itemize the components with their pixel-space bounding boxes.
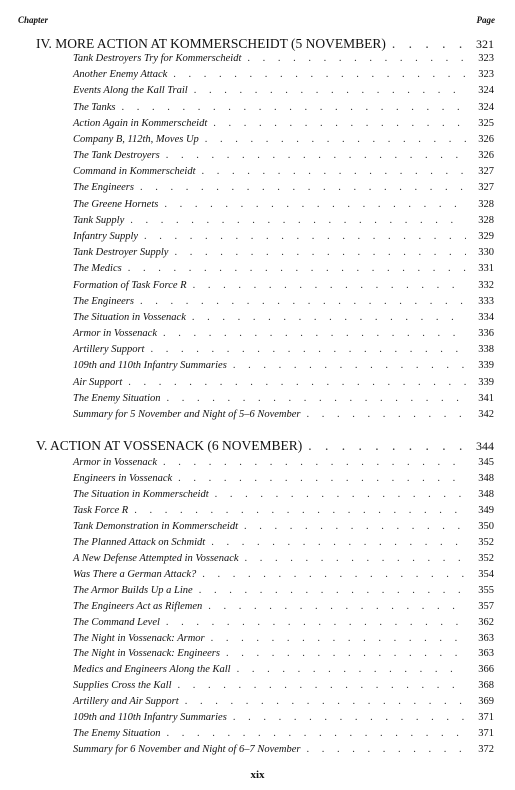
entry-page-number: 354: [478, 568, 494, 580]
entry-page-number: 345: [478, 457, 494, 468]
dot-leader: [173, 69, 466, 80]
dot-leader: [244, 521, 466, 532]
dot-leader: [211, 633, 466, 644]
entry-page-number: 342: [478, 409, 494, 420]
entry-title: Company B, 112th, Moves Up: [73, 133, 199, 145]
chapter-column-label: Chapter: [18, 15, 49, 25]
entry-title: Was There a German Attack?: [73, 568, 197, 580]
entry-page-number: 352: [478, 536, 494, 548]
chapter-heading: [36, 438, 494, 454]
page-folio: xix: [250, 769, 265, 781]
entry-title: Supplies Cross the Kall: [73, 680, 172, 692]
dot-leader: [392, 36, 466, 52]
toc-entry[interactable]: [73, 728, 494, 739]
dot-leader: [237, 664, 466, 675]
toc-entry[interactable]: [73, 489, 494, 500]
entry-title: The Night in Vossenack: Armor: [73, 632, 205, 644]
toc-entry[interactable]: [73, 601, 494, 612]
toc-entry[interactable]: [73, 150, 494, 161]
entry-title: Events Along the Kall Trail: [73, 85, 188, 97]
entry-title: Tank Demonstration in Kommerscheidt: [73, 520, 238, 532]
entry-page-number: 336: [478, 328, 494, 340]
dot-leader: [202, 166, 467, 177]
toc-entry[interactable]: [73, 360, 494, 371]
entry-page-number: 349: [478, 504, 494, 516]
entry-page-number: 325: [478, 117, 494, 129]
entry-title: The Planned Attack on Schmidt: [73, 536, 206, 548]
toc-entry[interactable]: [73, 312, 494, 323]
entry-title: The Medics: [73, 263, 122, 275]
dot-leader: [202, 569, 466, 580]
dot-leader: [178, 680, 467, 691]
chapter-page-number: 321: [476, 37, 494, 51]
toc-entry[interactable]: [73, 182, 494, 193]
entry-title: Tank Destroyers Try for Kommerscheidt: [73, 53, 242, 64]
entry-title: Summary for 6 November and Night of 6–7 November: [73, 744, 301, 756]
entry-title: Air Support: [73, 376, 123, 388]
chapter-heading: [36, 36, 494, 52]
entry-title: 109th and 110th Infantry Summaries: [73, 712, 227, 724]
entry-page-number: 324: [478, 85, 494, 97]
toc-entry[interactable]: [73, 505, 494, 516]
entry-title: The Engineers: [73, 295, 134, 307]
dot-leader: [226, 648, 466, 659]
toc-entry[interactable]: [73, 247, 494, 258]
entry-title: Tank Supply: [73, 214, 125, 226]
toc-entry[interactable]: [73, 199, 494, 210]
toc-entry[interactable]: [73, 377, 494, 388]
toc-entry[interactable]: [73, 296, 494, 307]
entry-title: Artillery Support: [73, 344, 145, 356]
chapter-title: V. ACTION AT VOSSENACK (6 NOVEMBER): [36, 438, 303, 453]
entry-page-number: 331: [478, 263, 494, 275]
entry-title: Action Again in Kommerscheidt: [73, 117, 208, 129]
entry-title: The Armor Builds Up a Line: [73, 584, 193, 596]
dot-leader: [128, 263, 466, 274]
entry-page-number: 366: [478, 664, 494, 676]
toc-entry[interactable]: [73, 166, 494, 177]
entry-page-number: 330: [478, 247, 494, 259]
entry-page-number: 333: [478, 295, 494, 307]
dot-leader: [174, 247, 466, 258]
dot-leader: [211, 537, 466, 548]
dot-leader: [185, 696, 466, 707]
entry-page-number: 339: [478, 360, 494, 372]
toc-entry[interactable]: [73, 744, 494, 755]
dot-leader: [215, 489, 466, 500]
entry-title: The Tanks: [73, 101, 116, 113]
entry-title: Infantry Supply: [73, 231, 139, 242]
entry-title: The Situation in Kommerscheidt: [73, 488, 209, 500]
entry-title: Tank Destroyer Supply: [73, 247, 169, 259]
dot-leader: [193, 280, 466, 291]
dot-leader: [205, 134, 466, 145]
toc-entry[interactable]: [73, 569, 494, 580]
dot-leader: [164, 199, 466, 210]
entry-title: Formation of Task Force R: [73, 279, 187, 291]
entry-title: Armor in Vossenack: [73, 457, 157, 468]
dot-leader: [192, 312, 466, 323]
toc-entry[interactable]: [73, 617, 494, 628]
dot-leader: [150, 344, 466, 355]
entry-title: The Enemy Situation: [73, 728, 161, 740]
entry-title: The Night in Vossenack: Engineers: [73, 648, 220, 660]
entry-page-number: 363: [478, 648, 494, 660]
dot-leader: [306, 409, 466, 420]
dot-leader: [128, 377, 466, 388]
toc-entry[interactable]: [73, 648, 494, 659]
dot-leader: [166, 617, 466, 628]
toc-entry[interactable]: [73, 633, 494, 644]
entry-title: The Engineers Act as Riflemen: [73, 600, 203, 612]
entry-page-number: 339: [478, 376, 494, 388]
dot-leader: [199, 585, 466, 596]
entry-page-number: 328: [478, 198, 494, 210]
toc-entry[interactable]: [73, 537, 494, 548]
entry-page-number: 327: [478, 166, 494, 178]
dot-leader: [247, 53, 466, 64]
dot-leader: [308, 438, 466, 454]
toc-entry[interactable]: [73, 457, 494, 468]
toc-entry[interactable]: [73, 393, 494, 404]
toc-entry[interactable]: [73, 85, 494, 96]
dot-leader: [167, 728, 467, 739]
entry-page-number: 328: [478, 214, 494, 226]
entry-page-number: 372: [478, 744, 494, 756]
entry-page-number: 326: [478, 150, 494, 162]
toc-entry[interactable]: [73, 215, 494, 226]
toc-entry[interactable]: [73, 53, 494, 64]
dot-leader: [144, 231, 466, 242]
entry-title: Medics and Engineers Along the Kall: [73, 664, 231, 676]
toc-entry[interactable]: [73, 263, 494, 274]
dot-leader: [306, 744, 466, 755]
entry-page-number: 327: [478, 182, 494, 194]
entry-page-number: 348: [478, 488, 494, 500]
toc-entry[interactable]: [73, 328, 494, 339]
entry-page-number: 363: [478, 632, 494, 644]
chapter-page-number: 344: [476, 439, 494, 453]
entry-page-number: 323: [478, 53, 494, 64]
toc-entry[interactable]: [73, 664, 494, 675]
entry-page-number: 338: [478, 344, 494, 356]
toc-entry[interactable]: [73, 344, 494, 355]
toc-entry[interactable]: [73, 553, 494, 564]
dot-leader: [163, 457, 466, 468]
entry-title: The Engineers: [73, 182, 134, 194]
entry-title: Armor in Vossenack: [73, 328, 157, 340]
dot-leader: [178, 473, 466, 484]
entry-page-number: 369: [478, 696, 494, 708]
toc-entry[interactable]: [73, 473, 494, 484]
entry-page-number: 371: [478, 712, 494, 724]
dot-leader: [213, 118, 466, 129]
entry-page-number: 332: [478, 279, 494, 291]
dot-leader: [166, 150, 466, 161]
entry-page-number: 334: [478, 311, 494, 323]
entry-page-number: 324: [478, 101, 494, 113]
entry-title: Task Force R: [73, 504, 129, 516]
entry-page-number: 371: [478, 728, 494, 740]
dot-leader: [140, 182, 466, 193]
dot-leader: [130, 215, 466, 226]
entry-title: The Tank Destroyers: [73, 150, 160, 162]
entry-page-number: 352: [478, 552, 494, 564]
toc-entry[interactable]: [73, 134, 494, 145]
toc-entry[interactable]: [73, 712, 494, 723]
entry-page-number: 348: [478, 472, 494, 484]
entry-title: The Enemy Situation: [73, 392, 161, 404]
toc-entry[interactable]: [73, 585, 494, 596]
entry-page-number: 357: [478, 600, 494, 612]
dot-leader: [233, 712, 466, 723]
entry-page-number: 326: [478, 133, 494, 145]
dot-leader: [194, 85, 466, 96]
toc-entry[interactable]: [73, 521, 494, 532]
toc-entry[interactable]: [73, 696, 494, 707]
dot-leader: [140, 296, 466, 307]
entry-page-number: 323: [478, 69, 494, 81]
page-column-label: Page: [476, 15, 495, 25]
entry-title: The Greene Hornets: [73, 198, 159, 210]
dot-leader: [245, 553, 466, 564]
entry-page-number: 329: [478, 231, 494, 242]
dot-leader: [167, 393, 467, 404]
entry-page-number: 368: [478, 680, 494, 692]
entry-title: Command in Kommerscheidt: [73, 166, 196, 178]
entry-title: A New Defense Attempted in Vossenack: [73, 552, 239, 564]
entry-title: Another Enemy Attack: [73, 69, 168, 81]
toc-entry[interactable]: [73, 409, 494, 420]
entry-page-number: 341: [478, 392, 494, 404]
toc-entry[interactable]: [73, 69, 494, 80]
dot-leader: [163, 328, 466, 339]
entry-page-number: 350: [478, 520, 494, 532]
toc-entry[interactable]: [73, 680, 494, 691]
entry-title: The Command Level: [73, 616, 160, 628]
toc-entry[interactable]: [73, 231, 494, 242]
entry-title: Artillery and Air Support: [73, 696, 179, 708]
toc-entry[interactable]: [73, 280, 494, 291]
dot-leader: [208, 601, 466, 612]
dot-leader: [233, 360, 466, 371]
entry-title: Engineers in Vossenack: [73, 472, 173, 484]
dot-leader: [122, 102, 467, 113]
chapter-title: IV. MORE ACTION AT KOMMERSCHEIDT (5 NOVEMBER): [36, 36, 386, 51]
entry-title: The Situation in Vossenack: [73, 311, 186, 323]
entry-title: 109th and 110th Infantry Summaries: [73, 360, 227, 372]
entry-title: Summary for 5 November and Night of 5–6 November: [73, 409, 301, 420]
toc-entry[interactable]: [73, 102, 494, 113]
dot-leader: [134, 505, 466, 516]
entry-page-number: 362: [478, 616, 494, 628]
entry-page-number: 355: [478, 584, 494, 596]
toc-entry[interactable]: [73, 118, 494, 129]
